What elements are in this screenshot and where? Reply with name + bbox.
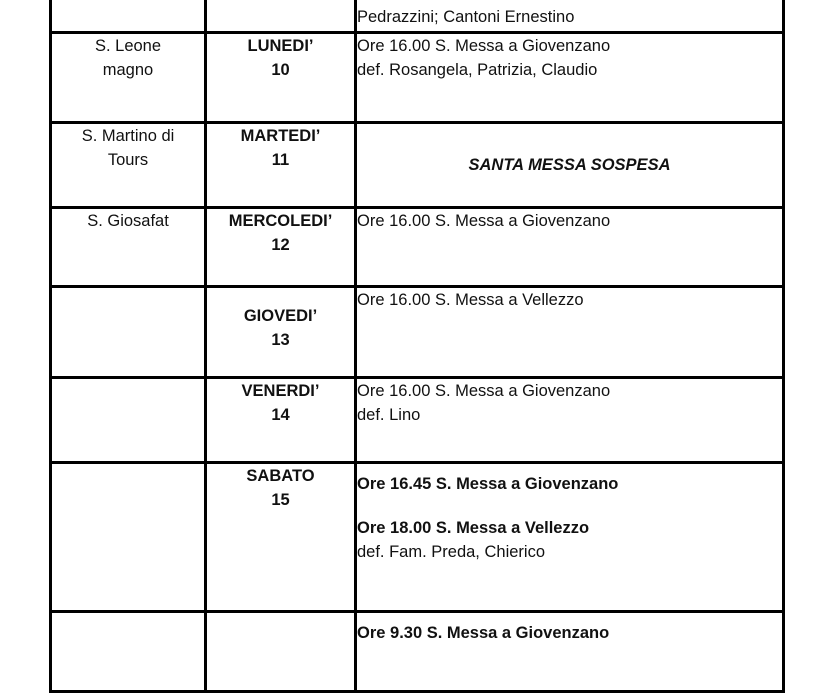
- day-name: GIOVEDI’: [243, 307, 318, 325]
- saint-cell: [51, 378, 206, 463]
- day-name: VENERDI’: [241, 382, 320, 400]
- event-note: def. Lino: [357, 406, 421, 424]
- saint-name-line: Tours: [107, 151, 149, 169]
- day-number: 15: [271, 491, 290, 509]
- day-cell: [206, 287, 356, 378]
- day-name: SABATO: [246, 467, 315, 485]
- day-name: LUNEDI’: [247, 37, 314, 55]
- event-mass: Ore 16.00 S. Messa a Giovenzano: [357, 37, 611, 55]
- table-row: [51, 123, 784, 208]
- events-cell: [356, 463, 784, 612]
- saint-cell: [51, 287, 206, 378]
- table-row: [51, 208, 784, 287]
- day-name: MERCOLEDI’: [228, 212, 333, 230]
- events-cell: [356, 123, 784, 208]
- event-mass: Ore 16.00 S. Messa a Giovenzano: [357, 382, 611, 400]
- day-number: 14: [271, 406, 290, 424]
- events-cell: [356, 287, 784, 378]
- day-cell: [206, 208, 356, 287]
- saint-name-line: S. Giosafat: [87, 212, 169, 230]
- events-cell: [356, 378, 784, 463]
- day-name: MARTEDI’: [240, 127, 321, 145]
- day-number: 12: [271, 236, 290, 254]
- suspended-notice: SANTA MESSA SOSPESA: [468, 156, 671, 174]
- saint-cell: [51, 33, 206, 123]
- day-number: 11: [271, 151, 290, 169]
- table-row: [51, 0, 784, 33]
- event-mass: Ore 18.00 S. Messa a Vellezzo: [357, 519, 590, 537]
- day-cell: [206, 612, 356, 692]
- mass-schedule-table: [49, 0, 785, 693]
- table-row: [51, 287, 784, 378]
- saint-name-line: S. Leone: [94, 37, 162, 55]
- event-mass: Ore 16.00 S. Messa a Giovenzano: [357, 212, 611, 230]
- saint-cell: [51, 0, 206, 33]
- event-note: Pedrazzini; Cantoni Ernestino: [357, 8, 575, 26]
- event-mass: Ore 16.00 S. Messa a Vellezzo: [357, 291, 584, 309]
- table-row: [51, 33, 784, 123]
- day-cell: [206, 378, 356, 463]
- events-cell: [356, 208, 784, 287]
- saint-cell: [51, 208, 206, 287]
- day-cell: [206, 463, 356, 612]
- event-note: def. Rosangela, Patrizia, Claudio: [357, 61, 598, 79]
- day-number: 10: [271, 61, 290, 79]
- events-cell: [356, 0, 784, 33]
- spacer: [357, 496, 782, 516]
- event-note: def. Fam. Preda, Chierico: [357, 543, 545, 561]
- saint-cell: [51, 123, 206, 208]
- day-cell: [206, 123, 356, 208]
- day-cell: [206, 33, 356, 123]
- day-cell: [206, 0, 356, 33]
- table-row: [51, 612, 784, 692]
- saint-name-line: S. Martino di: [81, 127, 175, 145]
- table-row: [51, 378, 784, 463]
- saint-cell: [51, 612, 206, 692]
- event-mass: Ore 9.30 S. Messa a Giovenzano: [357, 624, 610, 642]
- saint-cell: [51, 463, 206, 612]
- events-cell: [356, 33, 784, 123]
- events-cell: [356, 612, 784, 692]
- day-number: 13: [271, 331, 290, 349]
- saint-name-line: magno: [102, 61, 154, 79]
- table-row: [51, 463, 784, 612]
- event-mass: Ore 16.45 S. Messa a Giovenzano: [357, 475, 619, 493]
